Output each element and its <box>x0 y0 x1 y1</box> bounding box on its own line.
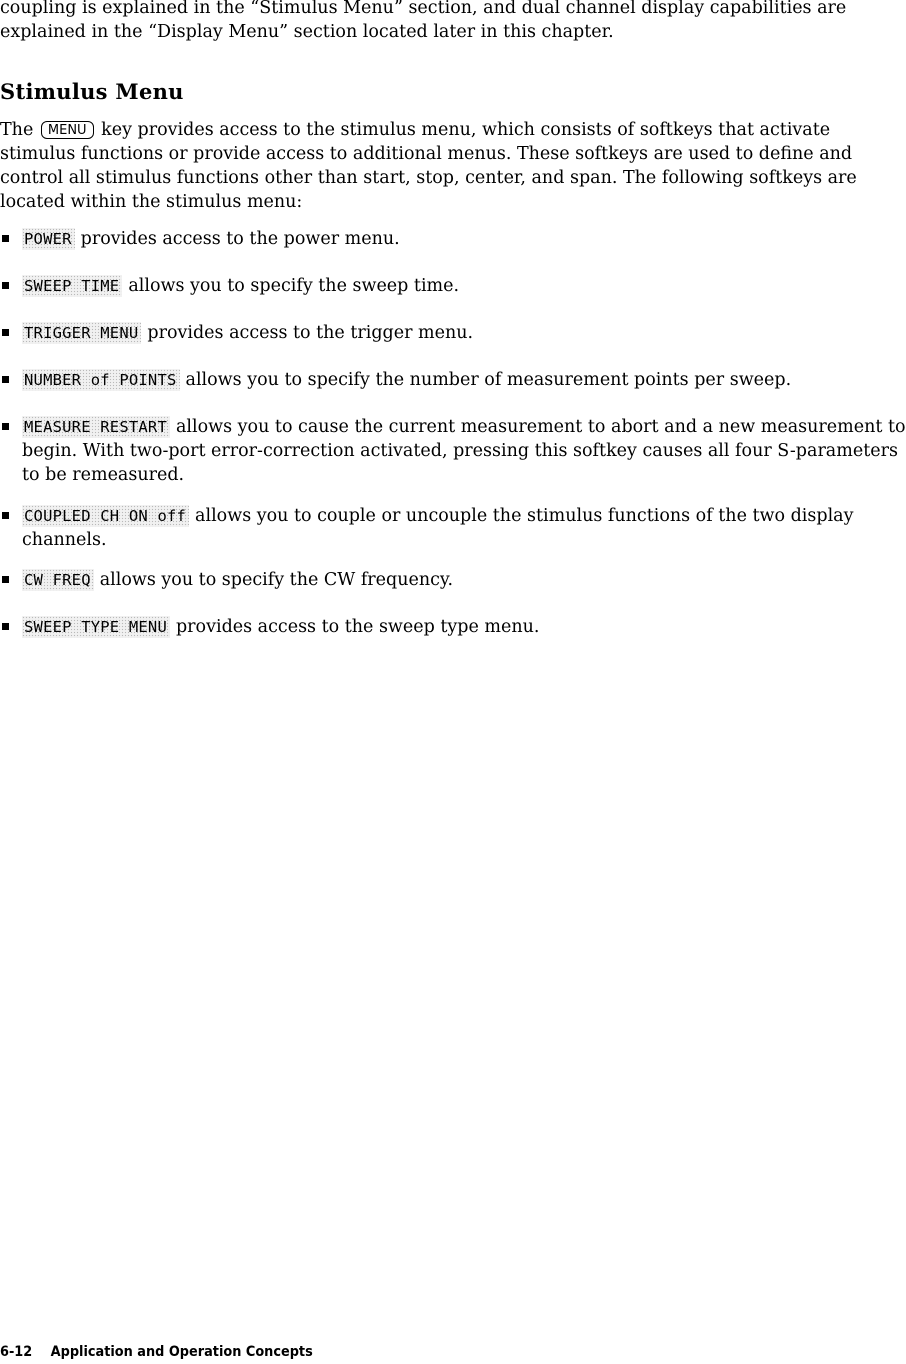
lead-text-after: key provides access to the stimulus menu, which consists of softkeys that activate stimulus functions or provide access to additional menus. These softkeys are used to define and control all stimulus functions other than start, stop, center, and span. The following softkeys are located within the stimulus menu: <box>0 120 857 212</box>
softkey-sweep-type-menu: SWEEP TYPE MENU <box>22 616 170 638</box>
bullet-icon <box>2 376 9 383</box>
softkey-trigger-menu: TRIGGER MENU <box>22 322 141 344</box>
softkey-sweep-time: SWEEP TIME <box>22 275 122 297</box>
list-item-text <box>22 568 906 592</box>
list-item-text <box>22 227 906 251</box>
bullet-icon <box>2 423 9 430</box>
list-item-text <box>22 504 906 552</box>
softkey-coupled-ch: COUPLED CH ON off <box>22 505 189 527</box>
softkey-cw-freq: CW FREQ <box>22 569 94 591</box>
bullet-icon <box>2 329 9 336</box>
lead-text-before: The <box>0 120 34 140</box>
softkey-description: allows you to couple or uncouple the stimulus functions of the two display channels. <box>22 506 854 550</box>
softkey-description: provides access to the trigger menu. <box>147 323 474 343</box>
softkey-description: allows you to specify the number of measurement points per sweep. <box>185 370 792 390</box>
softkey-description: allows you to specify the CW frequency. <box>99 570 454 590</box>
menu-hardkey: MENU <box>41 121 94 139</box>
list-item-text <box>22 368 906 392</box>
page-footer <box>0 1342 313 1362</box>
bullet-icon <box>2 623 9 630</box>
softkey-description: allows you to cause the current measurement to abort and a new measurement to begin. With two-port error-correction activated, pressing this softkey causes all four S-parameters to be remeasured. <box>22 417 906 485</box>
list-item-text <box>22 321 906 345</box>
bullet-icon <box>2 235 9 242</box>
softkey-power: POWER <box>22 228 75 250</box>
softkey-description: allows you to specify the sweep time. <box>128 276 460 296</box>
softkey-measure-restart: MEASURE RESTART <box>22 416 170 438</box>
intro-paragraph: coupling is explained in the “Stimulus Menu” section, and dual channel display capabilities are explained in the “Display Menu” section located later in this chapter. <box>0 0 847 42</box>
list-item-text <box>22 274 906 298</box>
lead-paragraph <box>0 118 906 214</box>
chapter-title: Application and Operation Concepts <box>50 1344 313 1360</box>
softkey-description: provides access to the power menu. <box>80 229 400 249</box>
list-item-text <box>22 415 906 487</box>
softkey-description: provides access to the sweep type menu. <box>175 617 540 637</box>
bullet-icon <box>2 512 9 519</box>
bullet-icon <box>2 576 9 583</box>
page-number: 6-12 <box>0 1344 33 1360</box>
softkey-number-of-points: NUMBER of POINTS <box>22 369 180 391</box>
bullet-icon <box>2 282 9 289</box>
list-item-text <box>22 615 906 639</box>
section-heading: Stimulus Menu <box>0 79 184 104</box>
